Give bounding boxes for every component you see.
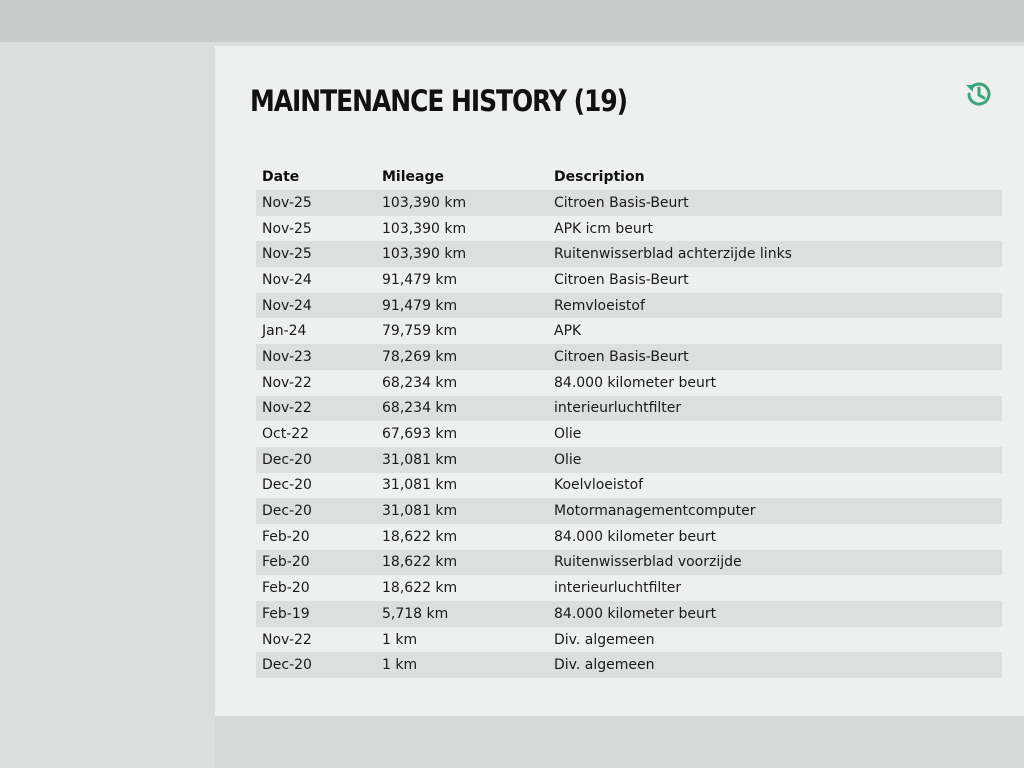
cell-date: Nov-23	[262, 348, 312, 365]
cell-date: Feb-20	[262, 528, 310, 545]
cell-description: Ruitenwisserblad achterzijde links	[554, 246, 792, 263]
table-header	[256, 164, 1002, 190]
cell-mileage: 91,479 km	[382, 297, 458, 314]
cell-date: Nov-22	[262, 374, 312, 391]
cell-description: Motormanagementcomputer	[554, 503, 756, 520]
cell-mileage: 18,622 km	[382, 554, 458, 571]
cell-date: Nov-22	[262, 400, 312, 417]
cell-mileage: 68,234 km	[382, 374, 458, 391]
cell-description: Citroen Basis-Beurt	[554, 194, 689, 211]
page-title: MAINTENANCE HISTORY (19)	[250, 84, 628, 118]
header-date: Date	[262, 169, 300, 185]
cell-date: Dec-20	[262, 503, 312, 520]
cell-mileage: 31,081 km	[382, 503, 458, 520]
cell-date: Dec-20	[262, 477, 312, 494]
cell-description: 84.000 kilometer beurt	[554, 528, 717, 545]
cell-description: Citroen Basis-Beurt	[554, 348, 689, 365]
header-mileage: Mileage	[382, 169, 444, 185]
cell-description: interieurluchtfilter	[554, 400, 682, 417]
table-row	[256, 344, 1002, 370]
cell-mileage: 79,759 km	[382, 323, 458, 340]
cell-mileage: 103,390 km	[382, 246, 467, 263]
cell-description: interieurluchtfilter	[554, 580, 682, 597]
cell-mileage: 1 km	[382, 657, 418, 674]
cell-mileage: 18,622 km	[382, 580, 458, 597]
cell-mileage: 78,269 km	[382, 348, 458, 365]
cell-mileage: 1 km	[382, 631, 418, 648]
table-row	[256, 421, 1002, 447]
cell-date: Feb-20	[262, 554, 310, 571]
cell-date: Nov-24	[262, 297, 312, 314]
cell-date: Nov-24	[262, 271, 312, 288]
cell-description: Olie	[554, 451, 582, 468]
table-row	[256, 396, 1002, 422]
cell-mileage: 68,234 km	[382, 400, 458, 417]
table-row	[256, 190, 1002, 216]
cell-mileage: 18,622 km	[382, 528, 458, 545]
cell-description: 84.000 kilometer beurt	[554, 605, 717, 622]
cell-mileage: 103,390 km	[382, 194, 467, 211]
history-button[interactable]	[961, 76, 997, 112]
cell-description: Remvloeistof	[554, 297, 645, 314]
table-row	[256, 267, 1002, 293]
cell-date: Nov-25	[262, 246, 312, 263]
cell-mileage: 103,390 km	[382, 220, 467, 237]
cell-date: Nov-22	[262, 631, 312, 648]
cell-description: Citroen Basis-Beurt	[554, 271, 689, 288]
table-row	[256, 447, 1002, 473]
cell-description: Ruitenwisserblad voorzijde	[554, 554, 742, 571]
cell-mileage: 31,081 km	[382, 477, 458, 494]
cell-date: Dec-20	[262, 657, 312, 674]
table-row	[256, 216, 1002, 242]
maintenance-table	[256, 164, 1002, 678]
table-row	[256, 524, 1002, 550]
cell-date: Feb-19	[262, 605, 310, 622]
left-margin	[0, 42, 215, 768]
table-row	[256, 627, 1002, 653]
table-row	[256, 370, 1002, 396]
cell-description: 84.000 kilometer beurt	[554, 374, 717, 391]
cell-mileage: 5,718 km	[382, 605, 449, 622]
cell-mileage: 67,693 km	[382, 426, 458, 443]
history-clock-icon	[961, 76, 997, 112]
table-row	[256, 575, 1002, 601]
cell-date: Nov-25	[262, 194, 312, 211]
table-row	[256, 473, 1002, 499]
header-description: Description	[554, 169, 645, 185]
cell-date: Feb-20	[262, 580, 310, 597]
cell-mileage: 91,479 km	[382, 271, 458, 288]
table-row	[256, 550, 1002, 576]
table-row	[256, 498, 1002, 524]
cell-description: Div. algemeen	[554, 631, 655, 648]
table-row	[256, 601, 1002, 627]
cell-description: Koelvloeistof	[554, 477, 644, 494]
bottom-band	[215, 716, 1024, 768]
cell-mileage: 31,081 km	[382, 451, 458, 468]
cell-description: Div. algemeen	[554, 657, 655, 674]
table-row	[256, 241, 1002, 267]
table-body	[256, 190, 1002, 678]
table-row	[256, 293, 1002, 319]
table-row	[256, 318, 1002, 344]
cell-date: Nov-25	[262, 220, 312, 237]
cell-date: Dec-20	[262, 451, 312, 468]
cell-description: Olie	[554, 426, 582, 443]
cell-date: Oct-22	[262, 426, 310, 443]
cell-date: Jan-24	[262, 323, 307, 340]
cell-description: APK	[554, 323, 582, 340]
cell-description: APK icm beurt	[554, 220, 653, 237]
top-band	[0, 0, 1024, 42]
table-row	[256, 652, 1002, 678]
